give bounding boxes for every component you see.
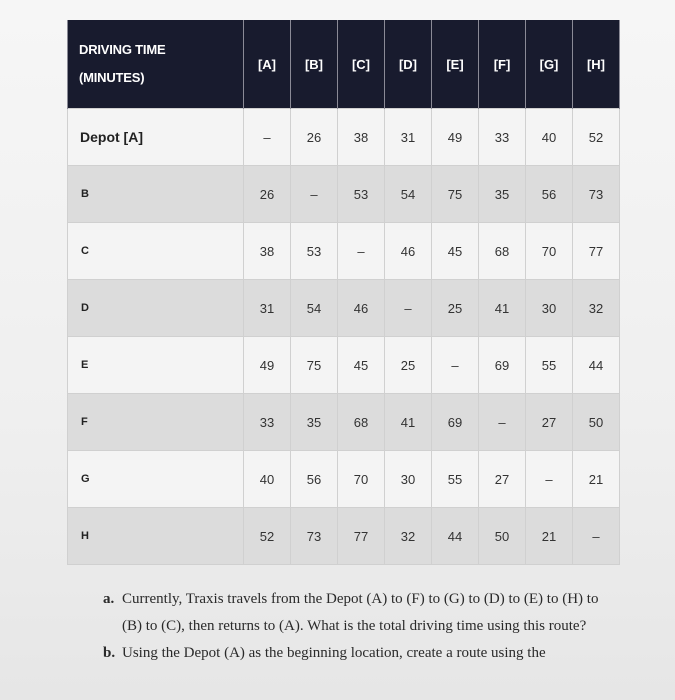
table-cell: 25: [432, 280, 479, 337]
table-cell: 41: [479, 280, 526, 337]
column-header-b: [B]: [291, 20, 338, 109]
table-cell: 41: [385, 394, 432, 451]
table-cell: 55: [432, 451, 479, 508]
table-cell: 40: [526, 109, 573, 166]
table-row: [68, 451, 620, 508]
driving-time-table: [67, 20, 620, 565]
table-cell: 52: [244, 508, 291, 565]
table-cell: 70: [338, 451, 385, 508]
table-cell: 54: [291, 280, 338, 337]
row-header: F: [68, 394, 244, 451]
table-cell: 30: [526, 280, 573, 337]
table-cell: 21: [526, 508, 573, 565]
table-row: [68, 166, 620, 223]
table-cell: –: [573, 508, 620, 565]
question-text: Using the Depot (A) as the beginning location, create a route using the: [122, 645, 546, 661]
column-header-c: [C]: [338, 20, 385, 109]
table-cell: 77: [573, 223, 620, 280]
table-cell: –: [244, 109, 291, 166]
table-cell: 32: [385, 508, 432, 565]
table-row: [68, 394, 620, 451]
row-header: H: [68, 508, 244, 565]
table-cell: 52: [573, 109, 620, 166]
column-header-f: [F]: [479, 20, 526, 109]
column-header-h: [H]: [573, 20, 620, 109]
question-a: [100, 586, 620, 640]
row-header: Depot [A]: [68, 109, 244, 166]
table-cell: –: [291, 166, 338, 223]
table-cell: 68: [338, 394, 385, 451]
table-cell: –: [385, 280, 432, 337]
table-row: [68, 508, 620, 565]
table-row: [68, 223, 620, 280]
table-cell: 56: [291, 451, 338, 508]
table-cell: 26: [291, 109, 338, 166]
table-cell: 73: [291, 508, 338, 565]
table-cell: 35: [479, 166, 526, 223]
table-cell: –: [526, 451, 573, 508]
question-b: [100, 640, 620, 667]
question-label: a.: [103, 591, 115, 607]
table-cell: 49: [244, 337, 291, 394]
table-cell: 25: [385, 337, 432, 394]
table-cell: 40: [244, 451, 291, 508]
table-cell: 49: [432, 109, 479, 166]
table-cell: 50: [479, 508, 526, 565]
table-cell: –: [432, 337, 479, 394]
table-cell: 33: [479, 109, 526, 166]
table-cell: 31: [244, 280, 291, 337]
table-cell: 46: [338, 280, 385, 337]
table-cell: 44: [573, 337, 620, 394]
table-cell: 68: [479, 223, 526, 280]
table-cell: 50: [573, 394, 620, 451]
table-cell: 35: [291, 394, 338, 451]
table-cell: 56: [526, 166, 573, 223]
table-row: [68, 280, 620, 337]
table-cell: 73: [573, 166, 620, 223]
table-corner-header: [68, 20, 244, 109]
table-cell: 53: [338, 166, 385, 223]
table-cell: 38: [244, 223, 291, 280]
table-cell: 26: [244, 166, 291, 223]
table-cell: 46: [385, 223, 432, 280]
column-header-a: [A]: [244, 20, 291, 109]
table-cell: 70: [526, 223, 573, 280]
question-list: [100, 586, 620, 667]
table-cell: 69: [432, 394, 479, 451]
table-row: [68, 109, 620, 166]
table-cell: –: [479, 394, 526, 451]
table-cell: –: [338, 223, 385, 280]
table-cell: 27: [526, 394, 573, 451]
corner-unit: (MINUTES): [79, 70, 145, 85]
table-cell: 77: [338, 508, 385, 565]
table-cell: 75: [291, 337, 338, 394]
table-cell: 30: [385, 451, 432, 508]
table-cell: 55: [526, 337, 573, 394]
table-cell: 69: [479, 337, 526, 394]
table-cell: 38: [338, 109, 385, 166]
row-header: C: [68, 223, 244, 280]
table-cell: 75: [432, 166, 479, 223]
row-header: D: [68, 280, 244, 337]
table-cell: 31: [385, 109, 432, 166]
row-header: B: [68, 166, 244, 223]
table-cell: 45: [338, 337, 385, 394]
question-text: Currently, Traxis travels from the Depot (A) to (F) to (G) to (D) to (E) to (H) to (B) to (C), then returns to (A). What is the total driving time using this route?: [122, 591, 599, 634]
column-header-g: [G]: [526, 20, 573, 109]
row-header: E: [68, 337, 244, 394]
corner-title: DRIVING TIME: [79, 42, 166, 57]
table-cell: 54: [385, 166, 432, 223]
table-cell: 21: [573, 451, 620, 508]
table-body: [68, 109, 620, 565]
row-header: G: [68, 451, 244, 508]
table-header-row: [68, 20, 620, 109]
table-cell: 32: [573, 280, 620, 337]
column-header-d: [D]: [385, 20, 432, 109]
column-header-e: [E]: [432, 20, 479, 109]
table-cell: 33: [244, 394, 291, 451]
table-row: [68, 337, 620, 394]
table-cell: 45: [432, 223, 479, 280]
table-cell: 53: [291, 223, 338, 280]
table-cell: 44: [432, 508, 479, 565]
table-cell: 27: [479, 451, 526, 508]
question-label: b.: [103, 645, 116, 661]
